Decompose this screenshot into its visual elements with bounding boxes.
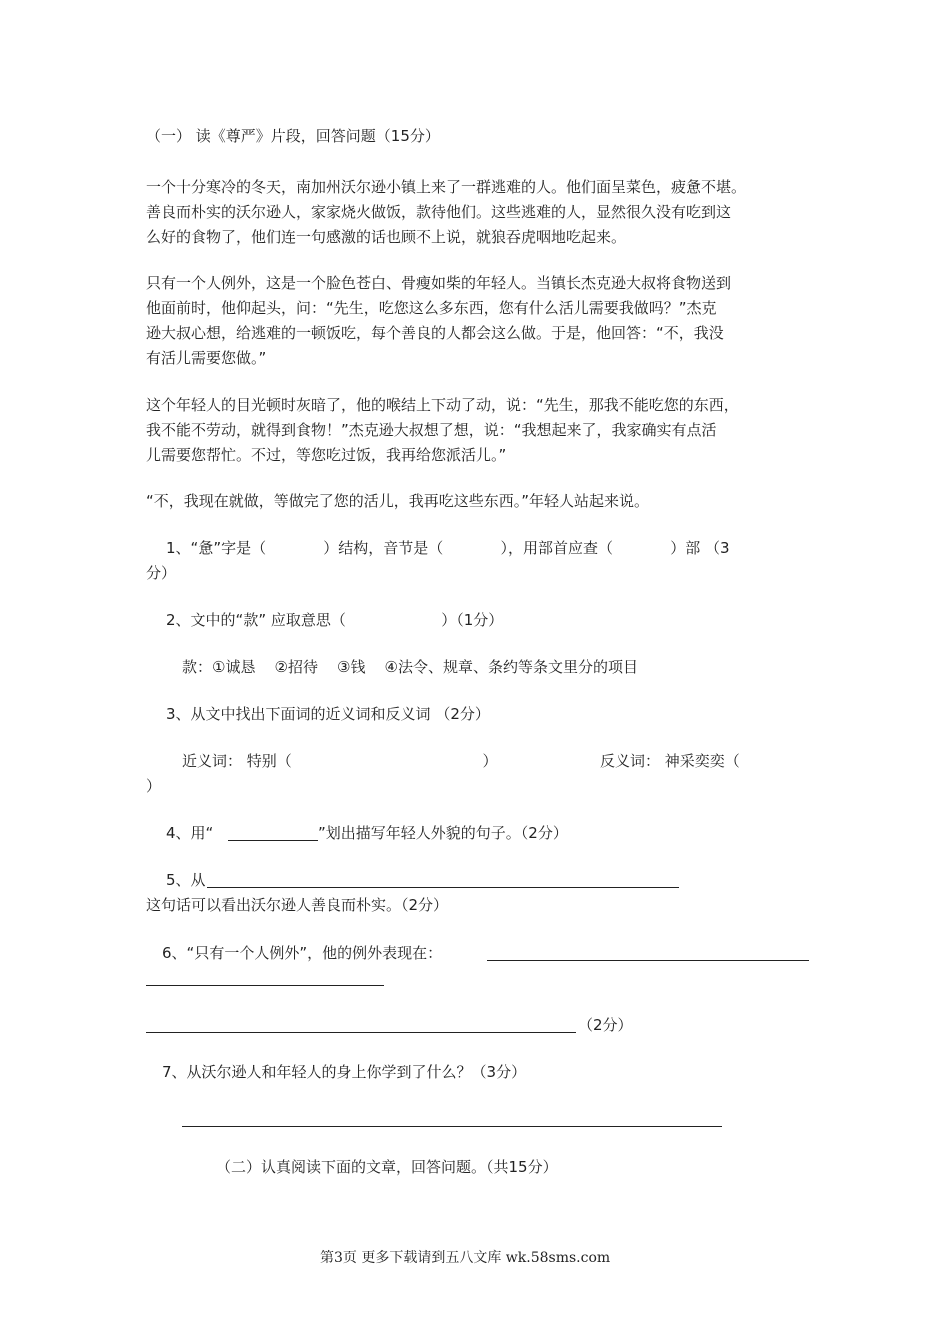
- passage-line: 我不能不劳动，就得到食物！”杰克逊大叔想了想，说：“我想起来了，我家确实有点活: [146, 421, 717, 439]
- page-footer: 第3页 更多下载请到五八文库 wk.58sms.com: [320, 1250, 611, 1266]
- question-1-cont: 分）: [146, 564, 177, 582]
- question-1: 1、“惫”字是（ ）结构，音节是（ ），用部首应查（ ）部 （3: [166, 539, 730, 557]
- question-4-cont: ”划出描写年轻人外貌的句子。（2分）: [318, 824, 568, 842]
- passage-line: 有活儿需要您做。”: [146, 349, 267, 367]
- answer-line[interactable]: [182, 1126, 722, 1127]
- question-2: 2、文中的“款” 应取意思（ ）（1分）: [166, 611, 504, 629]
- passage-line: 一个十分寒冷的冬天，南加州沃尔逊小镇上来了一群逃难的人。他们面呈菜色，疲惫不堪。: [146, 178, 747, 196]
- question-5-cont: 这句话可以看出沃尔逊人善良而朴实。（2分）: [146, 896, 449, 914]
- question-4: 4、用“: [166, 824, 214, 842]
- passage-line: 逊大叔心想，给逃难的一顿饭吃，每个善良的人都会这么做。于是，他回答：“不，我没: [146, 324, 724, 342]
- question-6-score: （2分）: [578, 1016, 633, 1034]
- passage-line: 他面前时，他仰起头，问：“先生，吃您这么多东西，您有什么活儿需要我做吗？”杰克: [146, 299, 717, 317]
- passage-line: 么好的食物了，他们连一句感激的话也顾不上说，就狼吞虎咽地吃起来。: [146, 228, 627, 246]
- question-3-close: ）: [146, 777, 162, 795]
- question-2-options: 款：①诚恳 ②招待 ③钱 ④法令、规章、条约等条文里分的项目: [182, 658, 639, 676]
- answer-line[interactable]: [146, 1032, 576, 1033]
- answer-line[interactable]: [487, 960, 809, 961]
- question-6: 6、“只有一个人例外”，他的例外表现在：: [162, 944, 443, 962]
- passage-line: 这个年轻人的目光顿时灰暗了，他的喉结上下动了动，说：“先生，那我不能吃您的东西，: [146, 396, 739, 414]
- passage-line: 儿需要您帮忙。不过，等您吃过饭，我再给您派活儿。”: [146, 446, 507, 464]
- question-3-antonym: 反义词： 神采奕奕（: [600, 752, 740, 770]
- question-3: 3、从文中找出下面词的近义词和反义词 （2分）: [166, 705, 490, 723]
- section2-title: （二）认真阅读下面的文章，回答问题。（共15分）: [216, 1158, 558, 1176]
- passage-line: “不，我现在就做，等做完了您的活儿，我再吃这些东西。”年轻人站起来说。: [146, 492, 650, 510]
- question-3-synonym: 近义词： 特别（ ）: [182, 752, 498, 770]
- passage-line: 只有一个人例外，这是一个脸色苍白、骨瘦如柴的年轻人。当镇长杰克逊大叔将食物送到: [146, 274, 732, 292]
- answer-line[interactable]: [207, 887, 679, 888]
- answer-line[interactable]: [228, 840, 318, 841]
- question-7: 7、从沃尔逊人和年轻人的身上你学到了什么？（3分）: [162, 1063, 527, 1081]
- answer-line[interactable]: [146, 985, 384, 986]
- passage-line: 善良而朴实的沃尔逊人，家家烧火做饭，款待他们。这些逃难的人，显然很久没有吃到这: [146, 203, 732, 221]
- question-5: 5、从: [166, 871, 206, 889]
- section1-title: （一） 读《尊严》片段，回答问题（15分）: [146, 127, 440, 145]
